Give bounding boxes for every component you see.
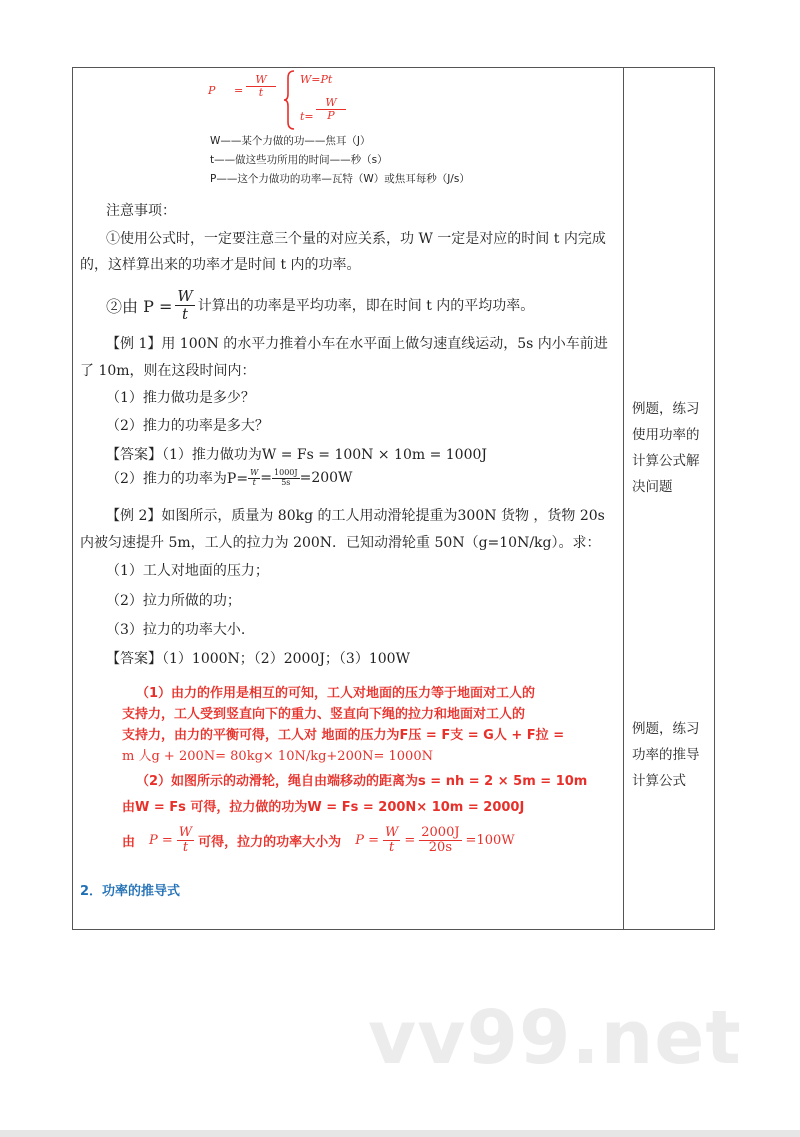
example2-q3: （3）拉力的功率大小. xyxy=(106,622,246,638)
note2: ②由 P = $\frac{W}{t}$ 计算出的功率是平均功率，即在时间 t 内的平均功率。 xyxy=(106,287,535,323)
page-bottom-edge xyxy=(0,1130,800,1137)
formula-w-pt: W=Pt xyxy=(300,73,333,86)
def-p: P——这个力做功的功率—瓦特（W）或焦耳每秒（J/s） xyxy=(210,173,470,185)
solution-line6: 由W = Fs 可得，拉力做的功为W = Fs = 200N× 10m = 2000J xyxy=(122,800,525,815)
solution-line3: 支持力，由力的平衡可得，工人对 地面的压力为F压 = F支 = G人 + F拉 = xyxy=(122,728,565,743)
example2-q1: （1）工人对地面的压力； xyxy=(106,563,269,579)
solution-line2: 支持力，工人受到竖直向下的重力、竖直向下绳的拉力和地面对工人的 xyxy=(122,707,526,722)
column-divider xyxy=(623,67,624,930)
example1-line2: 了 10m，则在这段时间内： xyxy=(80,363,256,379)
section-heading: 2．功率的推导式 xyxy=(80,884,181,899)
formula-t-fraction: $\frac{W}{P}$ xyxy=(316,97,346,122)
example2-answer: 【答案】（1）1000N；（2）2000J；（3）100W xyxy=(106,651,410,667)
def-w: W——某个力做的功——焦耳（J） xyxy=(210,135,371,147)
solution-line7: 由 P = $\frac{W}{t}$ 可得，拉力的功率大小为 P = $\frac{W}{t}$ = $\frac{2000J}{20s}$ =100W xyxy=(122,825,515,856)
example2-line1: 【例 2】如图所示，质量为 80kg 的工人用动滑轮提重为300N 货物 ，货物 20s xyxy=(106,508,605,524)
note1-line2: 的，这样算出来的功率才是时间 t 内的功率。 xyxy=(80,257,361,273)
notes-title: 注意事项： xyxy=(106,203,176,219)
formula-p: P xyxy=(208,84,216,97)
def-t: t——做这些功所用的时间——秒（s） xyxy=(210,154,388,166)
side-note-1: 例题，练习使用功率的计算公式解决问题 xyxy=(632,401,700,495)
formula-t-eq: t= xyxy=(300,110,314,123)
example1-line1: 【例 1】用 100N 的水平力推着小车在水平面上做匀速直线运动，5s 内小车前进 xyxy=(106,336,608,352)
watermark: vv99.net xyxy=(368,995,742,1081)
solution-line5: （2）如图所示的动滑轮，绳自由端移动的距离为s = nh = 2 × 5m = 10m xyxy=(136,774,588,789)
example2-line2: 内被匀速提升 5m，工人的拉力为 200N．已知动滑轮重 50N（g=10N/kg）。求： xyxy=(80,535,601,551)
formula-eq: = xyxy=(234,84,244,97)
example1-answer1: 【答案】（1）推力做功为W = Fs = 100N × 10m = 1000J xyxy=(106,447,488,463)
formula-fraction: $\frac{W}{t}$ xyxy=(246,74,276,99)
example2-q2: （2）拉力所做的功； xyxy=(106,593,241,609)
side-note-2: 例题，练习功率的推导计算公式 xyxy=(632,721,700,789)
example1-q2: （2）推力的功率是多大？ xyxy=(106,418,269,434)
example1-answer2: （2）推力的功率为P= $\frac{W}{t}$ = $\frac{1000J}{5s}$ =200W xyxy=(106,467,353,487)
note1-line1: ①使用公式时，一定要注意三个量的对应关系，功 W 一定是对应的时间 t 内完成 xyxy=(106,231,606,247)
brace-icon xyxy=(283,70,295,130)
solution-line1: （1）由力的作用是相互的可知，工人对地面的压力等于地面对工人的 xyxy=(136,686,536,701)
solution-line4: m 人g + 200N= 80kg× 10N/kg+200N= 1000N xyxy=(122,749,433,764)
example1-q1: （1）推力做功是多少？ xyxy=(106,390,255,406)
